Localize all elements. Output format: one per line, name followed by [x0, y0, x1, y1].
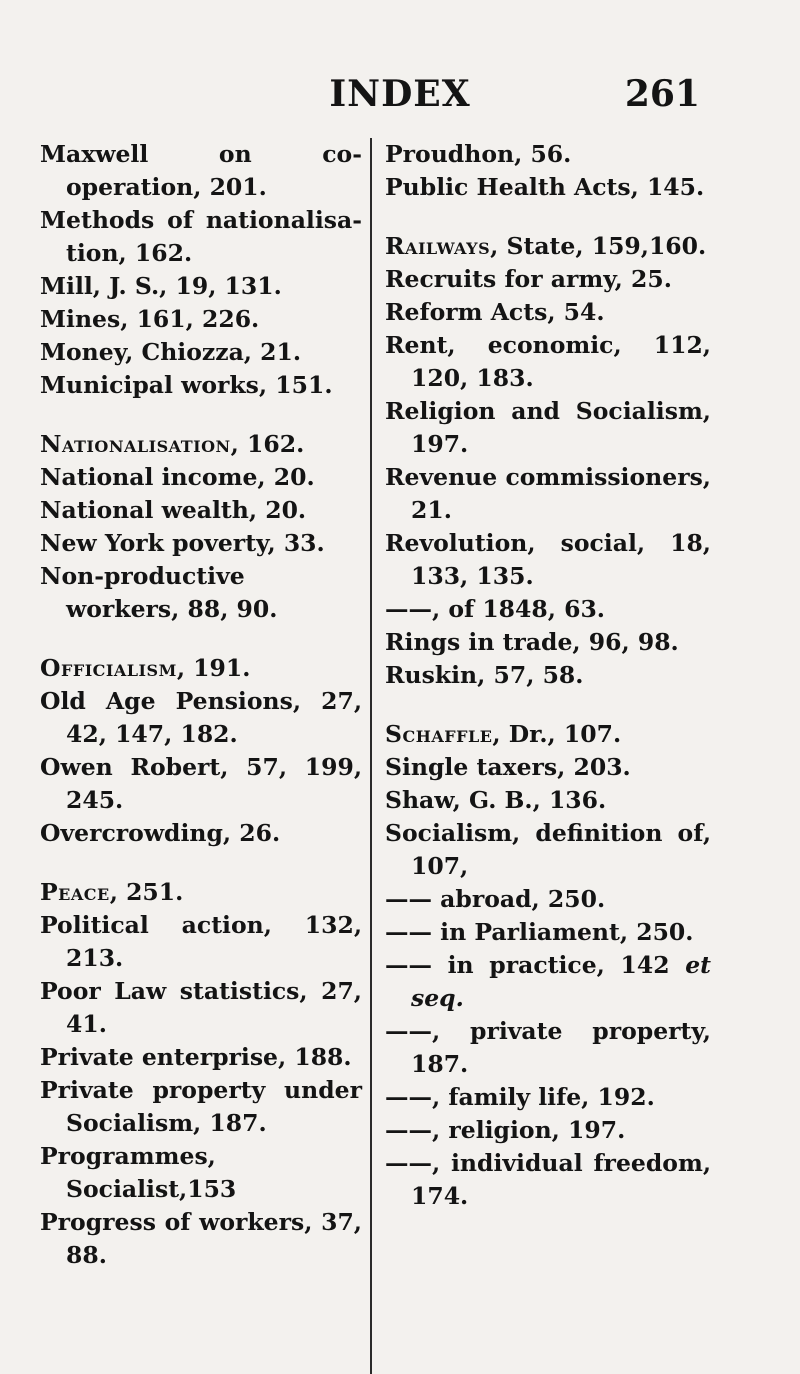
entry-text: Mill, J. S., 19, 131.: [40, 272, 282, 300]
index-entry: [40, 1074, 362, 1140]
index-entry: [385, 1015, 711, 1081]
index-entry: [385, 138, 711, 171]
entry-text: Single taxers, 203.: [385, 753, 631, 781]
index-column-left: [40, 138, 362, 1272]
index-entry: [385, 527, 711, 593]
index-entry: [40, 1041, 362, 1074]
entry-text: , 251.: [109, 878, 184, 906]
entry-text: New York poverty, 33.: [40, 529, 325, 557]
index-entry: [385, 171, 711, 204]
index-entry: [40, 975, 362, 1041]
running-head: [0, 72, 800, 116]
index-entry: [40, 428, 362, 461]
index-entry: [385, 751, 711, 784]
index-entry: [385, 659, 711, 692]
entry-text: ——, of 1848, 63.: [385, 595, 605, 623]
entry-text: Proudhon, 56.: [385, 140, 572, 168]
index-entry: [40, 303, 362, 336]
index-entry: [40, 527, 362, 560]
entry-text: ——, private property, 187.: [385, 1017, 711, 1078]
index-entry: [40, 652, 362, 685]
index-column-right: [385, 138, 711, 1213]
index-entry: [385, 1114, 711, 1147]
entry-text: Revolution, social, 18, 133, 135.: [385, 529, 711, 590]
entry-text: Maxwell on co-operation, 201.: [40, 140, 362, 201]
entry-text: Religion and Socialism, 197.: [385, 397, 711, 458]
page-title: INDEX: [329, 73, 471, 115]
entry-text: Shaw, G. B., 136.: [385, 786, 607, 814]
entry-text: Rent, economic, 112, 120, 183.: [385, 331, 711, 392]
entry-text: Old Age Pensions, 27, 42, 147, 182.: [40, 687, 362, 748]
index-entry: [40, 494, 362, 527]
index-entry: [40, 369, 362, 402]
entry-head: Nationalisation: [40, 430, 231, 458]
entry-text: National income, 20.: [40, 463, 315, 491]
entry-head: Railways: [385, 232, 491, 260]
index-entry: [385, 1147, 711, 1213]
entry-text: Methods of nationalisa-tion, 162.: [40, 206, 362, 267]
index-entry: [40, 1206, 362, 1272]
entry-text: , State, 159,160.: [490, 232, 707, 260]
entry-text: Non-productive workers, 88, 90.: [40, 562, 278, 623]
index-entry: [40, 461, 362, 494]
entry-text: Poor Law statistics, 27, 41.: [40, 977, 362, 1038]
entry-text: , 162.: [230, 430, 305, 458]
index-entry: [40, 560, 362, 626]
index-entry: [385, 296, 711, 329]
entry-text: Programmes, Socialist,153: [40, 1142, 237, 1203]
index-entry: [385, 461, 711, 527]
entry-text: Revenue commissioners, 21.: [385, 463, 711, 524]
page-number: 261: [624, 73, 700, 115]
entry-text: Mines, 161, 226.: [40, 305, 260, 333]
index-entry: [40, 204, 362, 270]
entry-text: Progress of workers, 37, 88.: [40, 1208, 362, 1269]
index-entry: [40, 817, 362, 850]
index-entry: [40, 909, 362, 975]
entry-text: Private property under Socialism, 187.: [40, 1076, 362, 1137]
entry-text: , Dr., 107.: [492, 720, 622, 748]
index-entry: [385, 263, 711, 296]
entry-text: —— in practice, 142: [385, 951, 686, 979]
index-entry: [40, 685, 362, 751]
entry-text: ——, family life, 192.: [385, 1083, 655, 1111]
index-entry: [385, 718, 711, 751]
entry-text: Ruskin, 57, 58.: [385, 661, 584, 689]
index-entry: [40, 751, 362, 817]
index-entry: [40, 270, 362, 303]
entry-head: Schaffle: [385, 720, 493, 748]
entry-text: —— abroad, 250.: [385, 885, 606, 913]
entry-text: Money, Chiozza, 21.: [40, 338, 302, 366]
entry-text: Reform Acts, 54.: [385, 298, 605, 326]
entry-text: National wealth, 20.: [40, 496, 307, 524]
column-divider: [370, 138, 372, 1374]
entry-text: Socialism, definition of, 107,: [385, 819, 711, 880]
index-entry: [385, 916, 711, 949]
entry-text: Recruits for army, 25.: [385, 265, 672, 293]
entry-text: ——, individual freedom, 174.: [385, 1149, 711, 1210]
entry-head: Officialism: [40, 654, 177, 682]
index-entry: [385, 817, 711, 883]
index-entry: [385, 593, 711, 626]
index-entry: [385, 883, 711, 916]
entry-text: , 191.: [176, 654, 251, 682]
index-entry: [40, 336, 362, 369]
entry-text: Owen Robert, 57, 199, 245.: [40, 753, 362, 814]
index-entry: [385, 230, 711, 263]
index-entry: [385, 329, 711, 395]
entry-text: Municipal works, 151.: [40, 371, 333, 399]
entry-text: Public Health Acts, 145.: [385, 173, 705, 201]
entry-text: —— in Parliament, 250.: [385, 918, 694, 946]
index-entry: [385, 395, 711, 461]
index-entry: [385, 1081, 711, 1114]
entry-text: ——, religion, 197.: [385, 1116, 626, 1144]
entry-text: Rings in trade, 96, 98.: [385, 628, 679, 656]
entry-text: Private enterprise, 188.: [40, 1043, 352, 1071]
index-entry: [385, 784, 711, 817]
index-entry: [385, 949, 711, 1015]
entry-head: Peace: [40, 878, 110, 906]
entry-text: Political action, 132, 213.: [40, 911, 362, 972]
index-entry: [40, 138, 362, 204]
entry-italic-tail: et seq.: [411, 951, 711, 1012]
entry-text: Overcrowding, 26.: [40, 819, 281, 847]
index-entry: [40, 876, 362, 909]
index-entry: [40, 1140, 362, 1206]
index-entry: [385, 626, 711, 659]
